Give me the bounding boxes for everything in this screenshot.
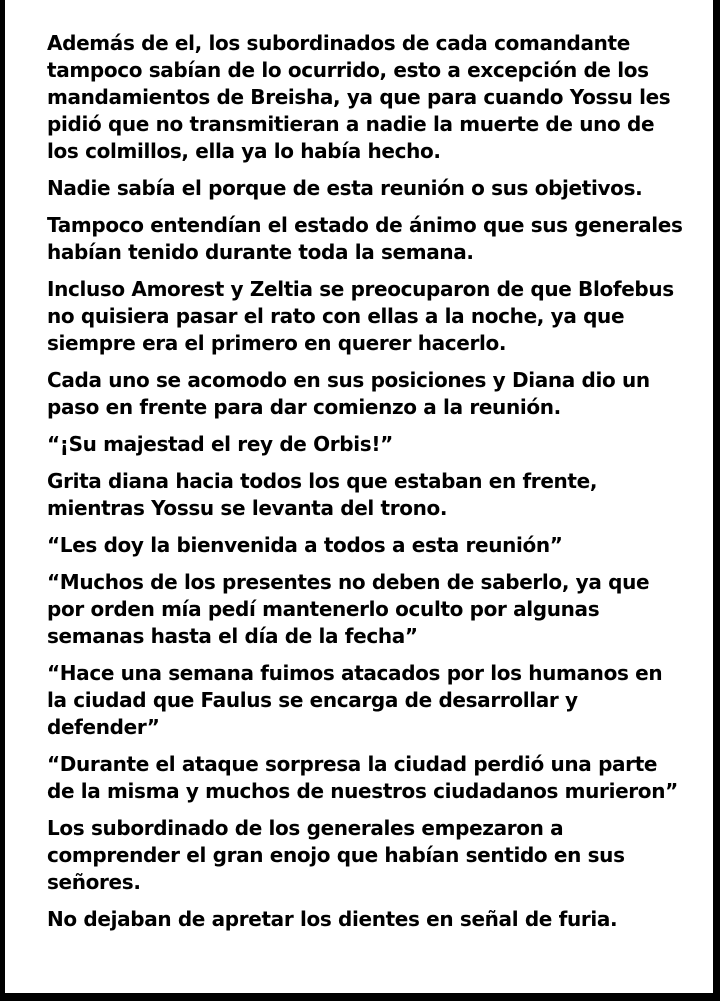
paragraph: Los subordinado de los generales empezaron a comprender el gran enojo que habían sentido en sus señores. [47, 816, 625, 894]
paragraph: “Les doy la bienvenida a todos a esta reunión” [47, 533, 563, 557]
paragraph: “Muchos de los presentes no deben de saberlo, ya que por orden mía pedí mantenerlo oculto por algunas semanas hasta el día de la fecha” [47, 570, 650, 648]
paragraph: Cada uno se acomodo en sus posiciones y Diana dio un paso en frente para dar comienzo a la reunión. [47, 368, 650, 419]
paragraph: “Durante el ataque sorpresa la ciudad perdió una parte de la misma y muchos de nuestros ciudadanos murieron” [47, 752, 678, 803]
document-page [5, 0, 713, 993]
paragraph: “¡Su majestad el rey de Orbis!” [47, 432, 393, 456]
paragraph: Grita diana hacia todos los que estaban en frente, mientras Yossu se levanta del trono. [47, 469, 598, 520]
paragraph: Incluso Amorest y Zeltia se preocuparon de que Blofebus no quisiera pasar el rato con ellas a la noche, ya que siempre era el primero en querer hacerlo. [47, 277, 674, 355]
paragraph: Además de el, los subordinados de cada comandante tampoco sabían de lo ocurrido, esto a excepción de los mandamientos de Breisha, ya que para cuando Yossu les pidió que no transmitieran a nadie la muerte de uno de los colmillos, ella ya lo había hecho. [47, 31, 671, 163]
document-body [47, 30, 687, 943]
paragraph: “Hace una semana fuimos atacados por los humanos en la ciudad que Faulus se encarga de desarrollar y defender” [47, 661, 663, 739]
paragraph: No dejaban de apretar los dientes en señal de furia. [47, 907, 618, 931]
paragraph: Tampoco entendían el estado de ánimo que sus generales habían tenido durante toda la semana. [47, 213, 683, 264]
paragraph: Nadie sabía el porque de esta reunión o sus objetivos. [47, 176, 643, 200]
